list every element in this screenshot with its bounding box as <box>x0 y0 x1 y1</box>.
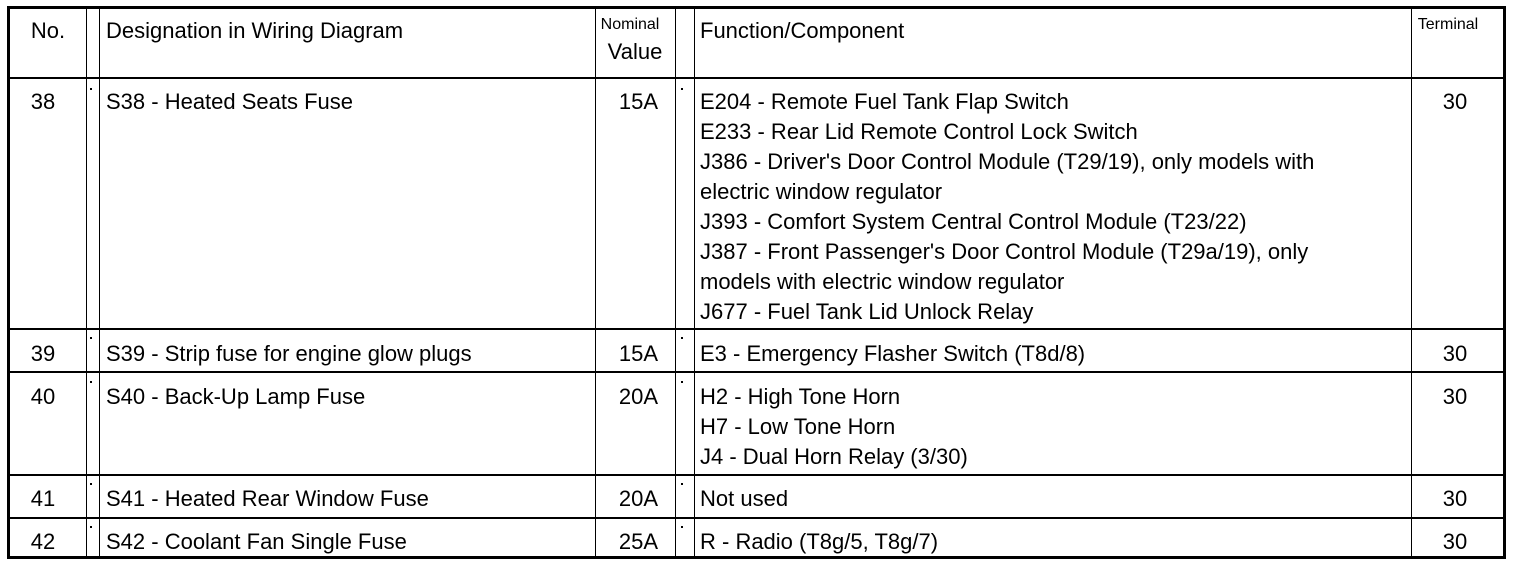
tick-mark <box>90 381 92 383</box>
row-41-terminal: 30 <box>1442 486 1468 511</box>
tick-mark <box>90 526 92 528</box>
function-line: R - Radio (T8g/5, T8g/7) <box>700 529 939 554</box>
row-41-value: 20A <box>618 486 658 511</box>
row-39-functions <box>700 339 1085 369</box>
row-42-functions <box>700 527 938 557</box>
row-separator <box>10 328 1503 330</box>
row-40-no: 40 <box>30 384 56 409</box>
function-line: E204 - Remote Fuel Tank Flap Switch <box>700 89 1069 114</box>
tick-mark <box>681 483 683 485</box>
row-separator <box>10 517 1503 519</box>
tick-mark <box>681 337 683 339</box>
header-function: Function/Component <box>700 18 905 43</box>
tick-mark <box>681 526 683 528</box>
header-nominal-line2: Value <box>607 39 663 64</box>
header-separator <box>10 77 1503 79</box>
row-38-no: 38 <box>30 89 56 114</box>
row-38-terminal: 30 <box>1442 89 1468 114</box>
row-38-designation: S38 - Heated Seats Fuse <box>106 89 354 114</box>
function-line: J4 - Dual Horn Relay (3/30) <box>700 444 968 469</box>
tick-mark <box>681 381 683 383</box>
row-39-designation: S39 - Strip fuse for engine glow plugs <box>106 341 472 366</box>
tick-mark <box>90 483 92 485</box>
tick-mark <box>90 88 92 90</box>
function-line: E3 - Emergency Flasher Switch (T8d/8) <box>700 341 1086 366</box>
header-designation: Designation in Wiring Diagram <box>106 18 404 43</box>
row-39-terminal: 30 <box>1442 341 1468 366</box>
function-line: E233 - Rear Lid Remote Control Lock Switch <box>700 119 1138 144</box>
function-line: J393 - Comfort System Central Control Module (T23/22) <box>700 209 1247 234</box>
row-42-value: 25A <box>618 529 658 554</box>
function-line: J677 - Fuel Tank Lid Unlock Relay <box>700 299 1034 324</box>
row-40-terminal: 30 <box>1442 384 1468 409</box>
function-line: Not used <box>700 486 789 511</box>
header-nominal-line1: Nominal <box>600 16 660 33</box>
row-39-value: 15A <box>618 341 658 366</box>
function-line: models with electric window regulator <box>700 269 1065 294</box>
function-line: J387 - Front Passenger's Door Control Module (T29a/19), only <box>700 239 1309 264</box>
row-41-functions <box>700 484 788 514</box>
row-42-no: 42 <box>30 529 56 554</box>
header-terminal: Terminal <box>1417 16 1479 33</box>
row-42-terminal: 30 <box>1442 529 1468 554</box>
row-38-value: 15A <box>618 89 658 114</box>
row-40-functions <box>700 382 968 472</box>
row-40-value: 20A <box>618 384 658 409</box>
function-line: electric window regulator <box>700 179 943 204</box>
tick-mark <box>681 88 683 90</box>
row-separator <box>10 474 1503 476</box>
header-no: No. <box>30 18 66 43</box>
function-line: J386 - Driver's Door Control Module (T29/19), only models with <box>700 149 1315 174</box>
function-line: H7 - Low Tone Horn <box>700 414 896 439</box>
row-separator <box>10 371 1503 373</box>
tick-mark <box>90 337 92 339</box>
row-38-functions <box>700 87 1314 327</box>
fuse-table <box>7 6 1506 559</box>
row-41-no: 41 <box>30 486 56 511</box>
row-41-designation: S41 - Heated Rear Window Fuse <box>106 486 429 511</box>
function-line: H2 - High Tone Horn <box>700 384 901 409</box>
row-42-designation: S42 - Coolant Fan Single Fuse <box>106 529 407 554</box>
row-39-no: 39 <box>30 341 56 366</box>
row-40-designation: S40 - Back-Up Lamp Fuse <box>106 384 366 409</box>
